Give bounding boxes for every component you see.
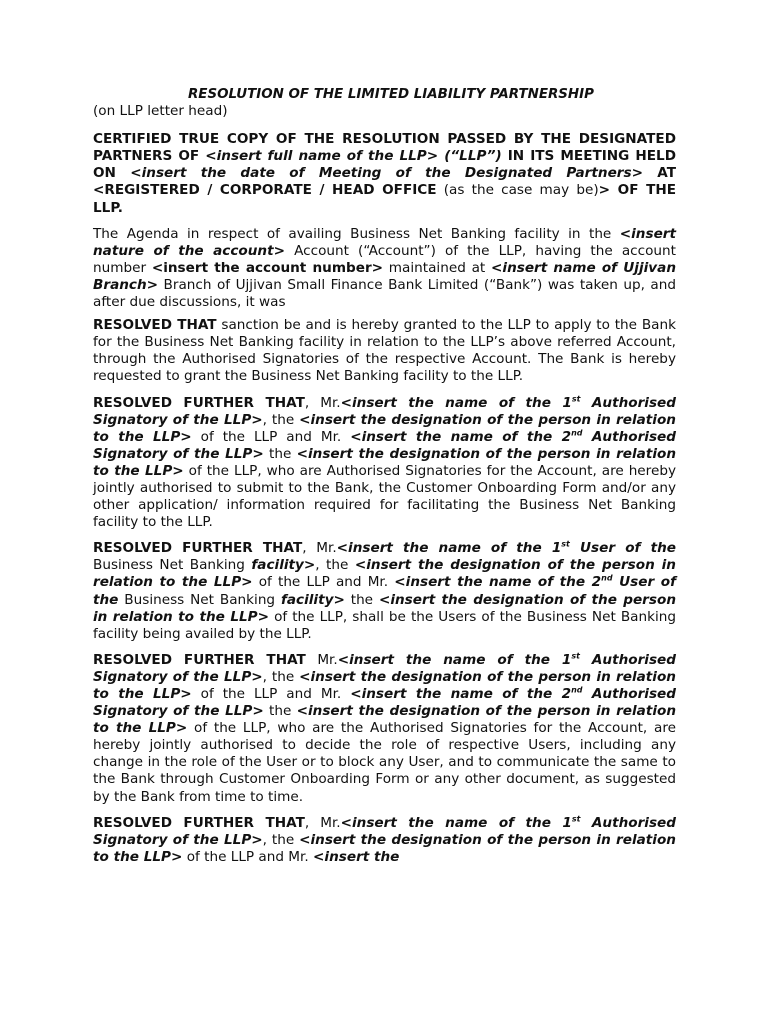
body-text: , the — [262, 411, 300, 428]
designation-placeholder: <insert the designation of the person in relation to the LLP> — [93, 668, 676, 702]
letterhead-note: (on LLP letter head) — [93, 103, 228, 120]
heading-note: (as the case may be) — [436, 182, 599, 199]
body-text: , Mr. — [304, 814, 341, 831]
heading-text: CERTIFIED TRUE COPY OF THE RESOLUTION PASSED BY THE DESIGNATED PARTNERS OF — [93, 131, 676, 165]
user-1-name-placeholder: <insert the name of the 1st User of the — [336, 539, 676, 557]
designation-placeholder: <insert the designation of the person in relation to the LLP> — [93, 703, 677, 737]
body-text: sanction be and is hereby granted to the LLP to apply to the Bank for the Business Net Banking facility in relation to the LLP’s above referred Account, through the Authorised Signatories of the respective Account. The Bank is hereby requested to grant the Business Net Banking facility to the LLP. — [93, 317, 676, 385]
account-number-placeholder: <insert the account number> — [151, 259, 384, 276]
body-text: , the — [262, 831, 300, 848]
branch-name-placeholder: <insert name of Ujjivan Branch> — [93, 259, 676, 293]
body-text: the — [263, 445, 297, 462]
meeting-date-placeholder: <insert the date of Meeting of the Designated Partners> — [130, 165, 643, 182]
resolved-further-label: RESOLVED FURTHER THAT — [93, 540, 303, 557]
body-text: , Mr. — [304, 394, 341, 411]
resolved-further-label: RESOLVED FURTHER THAT — [93, 651, 306, 668]
document-page — [93, 86, 676, 875]
body-text: of the LLP and Mr. — [191, 428, 351, 445]
signatory-2-name-placeholder: <insert the name of the 2nd Authorised Signatory of the LLP> — [93, 428, 676, 462]
signatory-1-name-placeholder: <insert the name of the 1st Authorised Signatory of the LLP> — [93, 651, 676, 685]
account-nature-placeholder: <insert nature of the account> — [93, 225, 676, 259]
body-text: of the LLP, who are Authorised Signatories for the Account, are hereby jointly authorised to submit to the Bank, the Customer Onboarding Form and/or any other application/ information required for facilitating the Business Net Banking facility to the LLP. — [93, 462, 676, 531]
designation-placeholder: <insert the designation of the person in relation to the LLP> — [93, 411, 676, 445]
signatory-1-name-placeholder: <insert the name of the 1st Authorised Signatory of the LLP> — [93, 814, 676, 848]
designation-placeholder: <insert the designation of the person in relation to the LLP> — [93, 557, 676, 591]
signatory-2-name-placeholder: <insert the name of the 2nd Authorised Signatory of the LLP> — [93, 685, 676, 720]
body-text: the — [263, 703, 297, 720]
body-text: of the LLP and Mr. — [191, 686, 351, 702]
heading-text: IN ITS MEETING HELD ON — [93, 148, 676, 182]
document-title: RESOLUTION OF THE LIMITED LIABILITY PARTNERSHIP — [188, 87, 594, 102]
facility-placeholder-end: facility> — [280, 591, 345, 608]
body-text: of the LLP and Mr. — [252, 574, 395, 591]
body-text: Branch of Ujjivan Small Finance Bank Limited (“Bank”) was taken up, and after due discussions, it was — [93, 276, 676, 311]
body-text: , the — [262, 668, 300, 685]
certified-copy-heading — [93, 131, 676, 216]
body-text: Business Net Banking — [118, 591, 281, 608]
heading-text: AT <REGISTERED / CORPORATE / HEAD OFFICE — [93, 165, 676, 199]
designation-placeholder: <insert the designation of the person in relation to the LLP> — [93, 445, 677, 479]
designation-placeholder: <insert the designation of the person in relation to the LLP> — [93, 831, 676, 865]
body-text: The Agenda in respect of availing Business Net Banking facility in the — [93, 225, 620, 242]
body-text: , Mr. — [302, 540, 337, 557]
resolved-further-label: RESOLVED FURTHER THAT — [93, 814, 305, 831]
body-text: the — [344, 591, 379, 608]
designation-placeholder: <insert the designation of the person in relation to the LLP> — [93, 591, 676, 625]
body-text: Business Net Banking — [93, 557, 252, 574]
body-text: of the LLP, who are the Authorised Signatories for the Account, are hereby jointly authorised to decide the role of respective Users, including any change in the role of the User or to block any User, and to communicate the same to the Bank through Customer Onboarding Form or any other document, as suggested by the Bank from time to time. — [93, 720, 676, 805]
body-text: of the LLP and Mr. — [182, 848, 314, 865]
resolution-paragraph-4 — [93, 652, 676, 806]
resolution-paragraph-1 — [93, 317, 676, 385]
signatory-1-name-placeholder: <insert the name of the 1st Authorised Signatory of the LLP> — [93, 393, 676, 428]
body-text: maintained at — [383, 259, 492, 276]
body-text: Account (“Account”) of the LLP, having the account number — [93, 242, 676, 276]
heading-text: > OF THE LLP. — [93, 182, 677, 216]
llp-name-placeholder: <insert full name of the LLP> (“LLP”) — [205, 148, 502, 165]
user-2-name-placeholder: <insert the name of the 2nd User of the — [93, 573, 676, 608]
resolved-further-label: RESOLVED FURTHER THAT — [93, 394, 305, 411]
agenda-paragraph — [93, 226, 676, 311]
body-text: of the LLP, shall be the Users of the Business Net Banking facility being availed by the LLP. — [93, 608, 676, 642]
body-text: , the — [315, 557, 355, 574]
resolution-paragraph-5 — [93, 815, 676, 866]
facility-placeholder-end: facility> — [251, 557, 316, 574]
resolved-label: RESOLVED THAT — [93, 317, 217, 334]
body-text: Mr. — [305, 651, 338, 668]
resolution-paragraph-2 — [93, 395, 676, 532]
signatory-2-name-placeholder: <insert the — [313, 848, 400, 865]
resolution-paragraph-3 — [93, 540, 676, 643]
